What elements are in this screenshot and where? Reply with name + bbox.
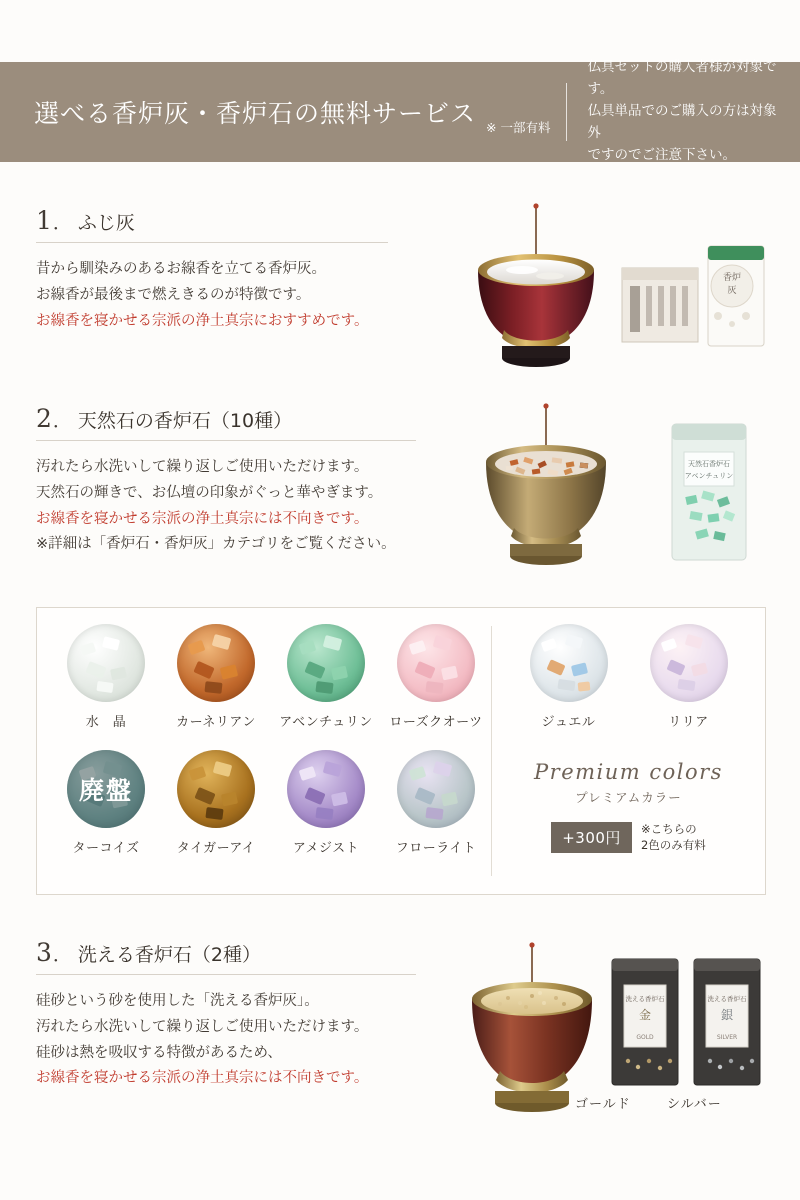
swatch-lilia [650, 624, 728, 702]
stone-label: ジュエル [541, 715, 596, 730]
stone-swatch-item[interactable] [51, 624, 161, 730]
premium-row [492, 624, 765, 730]
body-line-highlight: お線香を寝かせる宗派の浄土真宗には不向きです。 [36, 510, 369, 527]
premium-title: Premium colors [534, 760, 723, 784]
stone-swatch-item[interactable] [509, 624, 629, 730]
swatch-fluorite [397, 750, 475, 828]
section-2-body [36, 455, 456, 558]
section-1-body [36, 257, 416, 334]
section-fuji-ash [36, 206, 416, 334]
standard-row-2 [51, 750, 491, 856]
svg-text:洗える香炉石: 洗える香炉石 [707, 995, 747, 1003]
body-line: 硅砂は熱を吸収する特徴があるため、 [36, 1044, 282, 1061]
stone-label: アメジスト [292, 841, 360, 856]
stone-swatch-item[interactable] [381, 624, 491, 730]
section-1-title: ふじ灰 [77, 212, 135, 234]
package-label-silver: シルバー [667, 1097, 722, 1112]
stone-swatch-item[interactable] [381, 750, 491, 856]
swatch-crystal [67, 624, 145, 702]
banner-divider [566, 83, 567, 141]
package-label-gold: ゴールド [575, 1097, 631, 1112]
svg-text:GOLD: GOLD [636, 1034, 654, 1041]
body-line-highlight: お線香を寝かせる宗派の浄土真宗におすすめです。 [36, 312, 369, 329]
swatch-tiger-eye [177, 750, 255, 828]
swatch-jewel [530, 624, 608, 702]
stone-swatch-item[interactable] [629, 624, 749, 730]
section-3-body [36, 989, 456, 1092]
svg-text:銀: 銀 [720, 1008, 734, 1022]
swatch-rose-quartz [397, 624, 475, 702]
banner-note: ※ 一部有料 [486, 120, 551, 135]
section-2-number: 2 [36, 404, 52, 433]
section-3-heading [36, 938, 416, 975]
body-line: 昔から馴染みのあるお線香を立てる香炉灰。 [36, 261, 326, 277]
banner-right [587, 57, 800, 166]
discontinued-overlay: 廃盤 [67, 750, 145, 828]
section-3-dot: ． [52, 944, 72, 966]
banner-right-line: 仏具単品でのご購入の方は対象外 [587, 103, 777, 141]
natural-stone-photo [440, 400, 770, 590]
body-line: お線香が最後まで燃えきるのが特徴です。 [36, 286, 311, 303]
stone-label: ターコイズ [72, 841, 140, 856]
swatch-amethyst [287, 750, 365, 828]
section-3-title: 洗える香炉石（2種） [77, 944, 262, 966]
stone-swatch-item[interactable] [161, 624, 271, 730]
body-line: ※詳細は「香炉石・香炉灰」カテゴリをご覧ください。 [36, 536, 396, 553]
stone-swatch-item[interactable] [271, 750, 381, 856]
body-line: 天然石の輝きで、お仏壇の印象がぐっと華やぎます。 [36, 484, 383, 501]
body-line: 汚れたら水洗いして繰り返しご使用いただけます。 [36, 459, 369, 475]
stone-color-panel [36, 607, 766, 895]
price-note-line-1: ※こちらの [640, 822, 697, 836]
banner-title: 選べる香炉灰・香炉石の無料サービス [34, 99, 477, 128]
banner-left [0, 94, 551, 135]
fuji-ash-illustration [432, 198, 772, 376]
body-line: 汚れたら水洗いして繰り返しご使用いただけます。 [36, 1018, 369, 1035]
svg-text:アベンチュリン: アベンチュリン [684, 472, 734, 480]
section-natural-stones [36, 404, 456, 558]
section-2-heading [36, 404, 416, 441]
price-note [641, 822, 706, 854]
svg-text:金: 金 [638, 1008, 652, 1022]
banner-right-line: 仏具セットの購入者様が対象です。 [587, 59, 777, 98]
stone-label: 水 晶 [85, 715, 127, 730]
premium-price-row [492, 822, 765, 854]
standard-row-1 [51, 624, 491, 730]
svg-text:灰: 灰 [727, 286, 737, 296]
stone-label: カーネリアン [176, 715, 256, 730]
promo-banner [0, 59, 800, 163]
fuji-ash-photo [432, 198, 772, 376]
svg-text:香炉: 香炉 [722, 273, 742, 283]
stone-swatch-item[interactable] [161, 750, 271, 856]
svg-text:SILVER: SILVER [716, 1034, 738, 1041]
section-washable-stones [36, 938, 456, 1092]
svg-text:天然石香炉石: 天然石香炉石 [688, 460, 730, 468]
stone-label: ローズクオーツ [389, 715, 483, 730]
premium-colors [492, 608, 765, 894]
section-1-number: 1 [36, 206, 52, 235]
body-line: 硅砂という砂を使用した「洗える香炉灰」。 [36, 993, 319, 1009]
body-line-highlight: お線香を寝かせる宗派の浄土真宗には不向きです。 [36, 1070, 369, 1087]
natural-stone-illustration [440, 400, 770, 590]
stone-label: タイガーアイ [176, 841, 256, 856]
stone-label: アベンチュリン [279, 715, 373, 730]
swatch-carnelian [177, 624, 255, 702]
price-note-line-2: 2色のみ有料 [640, 837, 706, 852]
section-2-dot: ． [52, 410, 72, 432]
banner-right-line: ですのでご注意下さい。 [587, 146, 736, 163]
stone-label: リリア [668, 715, 709, 730]
stone-label: フローライト [395, 841, 477, 856]
premium-subtitle: プレミアムカラー [575, 790, 682, 805]
section-1-heading [36, 206, 388, 243]
standard-colors [37, 608, 491, 894]
price-badge: +300円 [551, 822, 632, 853]
stone-swatch-item[interactable] [51, 750, 161, 856]
section-1-dot: ． [52, 212, 72, 234]
section-2-title: 天然石の香炉石（10種） [77, 410, 293, 432]
stone-swatch-item[interactable] [271, 624, 381, 730]
section-3-number: 3 [36, 938, 52, 967]
swatch-turquoise [67, 750, 145, 828]
svg-text:洗える香炉石: 洗える香炉石 [625, 995, 665, 1003]
swatch-aventurine [287, 624, 365, 702]
